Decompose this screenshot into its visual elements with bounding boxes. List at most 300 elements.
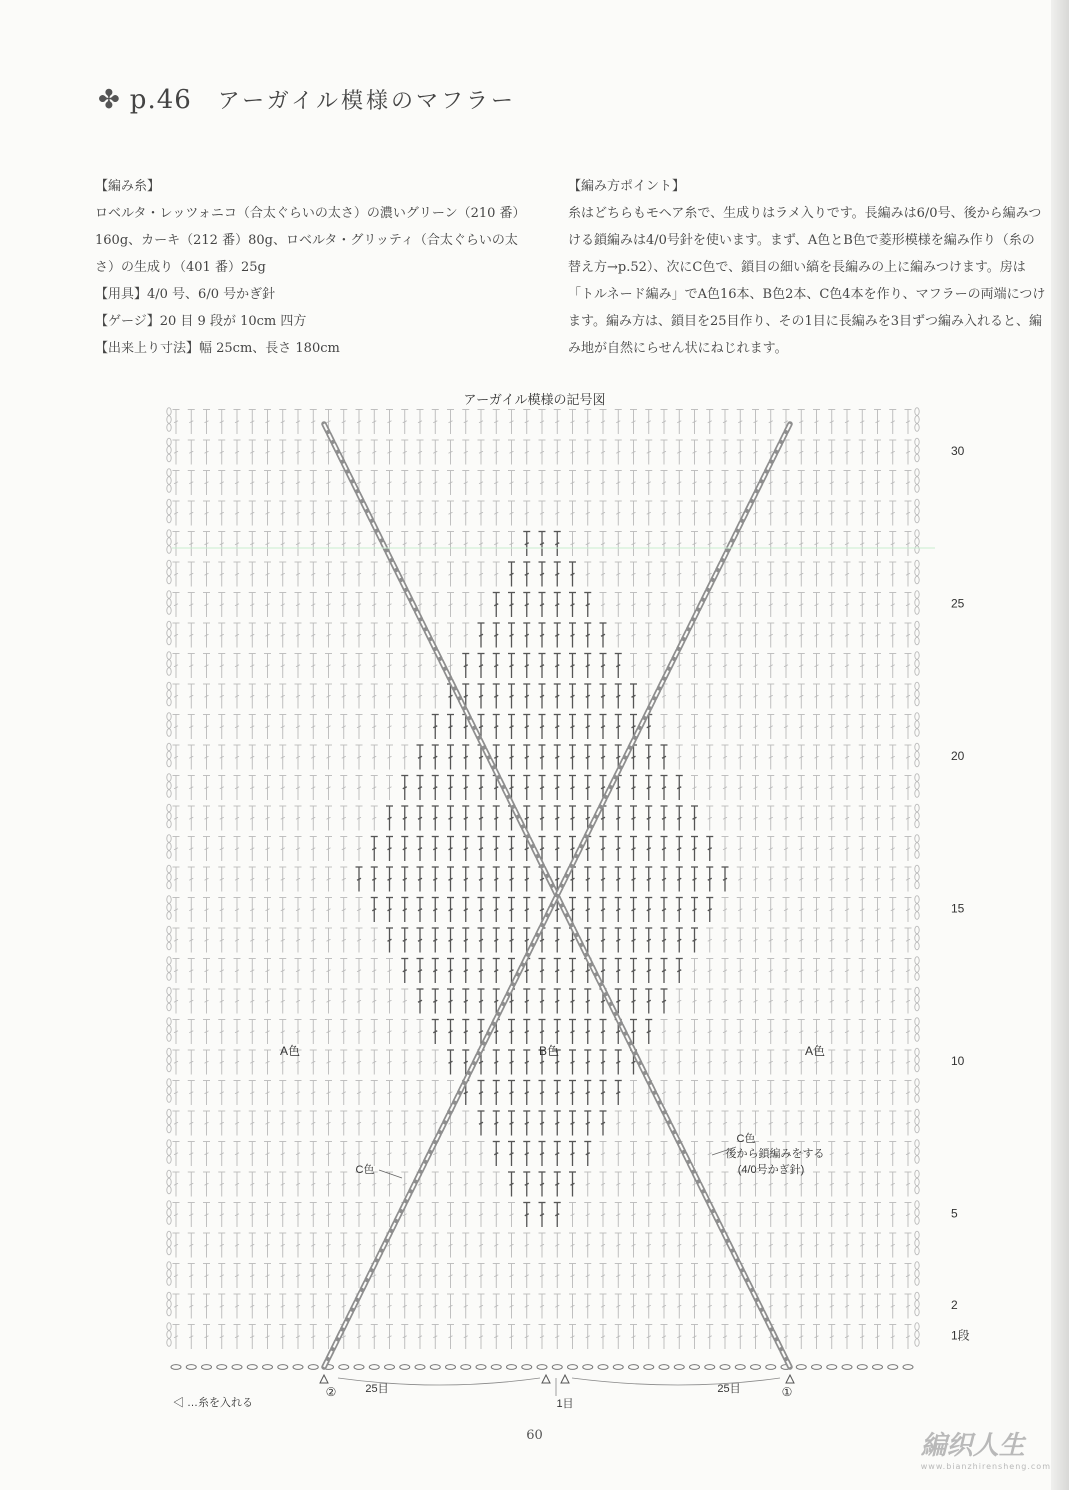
turning-chain-left xyxy=(167,1034,171,1042)
b-stitch xyxy=(401,867,408,892)
a-stitch xyxy=(203,532,210,557)
a-stitch xyxy=(630,1233,637,1258)
turning-chain-left xyxy=(167,1278,171,1286)
a-stitch xyxy=(203,1325,210,1350)
turning-chain-left xyxy=(167,957,171,965)
b-stitch xyxy=(554,1111,561,1136)
a-stitch xyxy=(325,501,332,526)
b-stitch xyxy=(401,837,408,862)
b-stitch xyxy=(523,684,530,709)
a-stitch xyxy=(798,532,805,557)
foundation-chain xyxy=(842,1365,852,1370)
a-stitch xyxy=(905,532,912,557)
a-stitch xyxy=(737,867,744,892)
turning-chain-right xyxy=(915,1117,919,1125)
a-stitch xyxy=(218,1233,225,1258)
a-stitch xyxy=(249,867,256,892)
a-stitch xyxy=(203,867,210,892)
a-stitch xyxy=(523,471,530,496)
a-stitch xyxy=(874,1294,881,1319)
a-stitch xyxy=(386,1111,393,1136)
a-stitch xyxy=(645,1142,652,1167)
a-stitch xyxy=(340,501,347,526)
a-stitch xyxy=(615,1294,622,1319)
a-stitch xyxy=(188,715,195,740)
b-stitch xyxy=(539,623,546,648)
turning-chain-left xyxy=(167,1300,171,1308)
a-stitch xyxy=(249,532,256,557)
a-stitch xyxy=(356,715,363,740)
a-stitch xyxy=(661,501,668,526)
a-stitch xyxy=(310,562,317,587)
a-stitch xyxy=(264,654,271,679)
turning-chain-right xyxy=(915,1300,919,1308)
a-stitch xyxy=(173,1172,180,1197)
a-stitch xyxy=(905,806,912,831)
a-stitch xyxy=(752,898,759,923)
turning-chain-right xyxy=(915,896,919,904)
a-stitch xyxy=(752,776,759,801)
a-stitch xyxy=(218,776,225,801)
turning-chain-right xyxy=(915,690,919,698)
b-stitch xyxy=(447,806,454,831)
a-stitch xyxy=(325,1294,332,1319)
a-stitch xyxy=(828,776,835,801)
a-stitch xyxy=(813,867,820,892)
turning-chain-left xyxy=(167,690,171,698)
foundation-chain xyxy=(674,1365,684,1370)
a-stitch xyxy=(325,1172,332,1197)
yarn-in-marker-left xyxy=(320,1375,328,1383)
a-stitch xyxy=(401,532,408,557)
a-stitch xyxy=(737,654,744,679)
a-stitch xyxy=(203,1233,210,1258)
b-stitch xyxy=(645,989,652,1014)
a-stitch xyxy=(630,654,637,679)
a-stitch xyxy=(844,1294,851,1319)
marker-1: ① xyxy=(781,1385,793,1399)
turning-chain-right xyxy=(915,812,919,820)
a-stitch xyxy=(676,532,683,557)
a-stitch xyxy=(630,410,637,435)
a-stitch xyxy=(295,989,302,1014)
a-stitch xyxy=(249,623,256,648)
a-stitch xyxy=(813,989,820,1014)
a-stitch xyxy=(173,593,180,618)
turning-chain-right xyxy=(915,1056,919,1064)
a-stitch xyxy=(218,1264,225,1289)
a-stitch xyxy=(401,745,408,770)
a-stitch xyxy=(813,928,820,953)
b-stitch xyxy=(539,715,546,740)
a-stitch xyxy=(859,532,866,557)
b-stitch xyxy=(432,745,439,770)
a-stitch xyxy=(859,1142,866,1167)
a-stitch xyxy=(356,440,363,465)
a-stitch xyxy=(722,837,729,862)
a-stitch xyxy=(691,1203,698,1228)
turning-chain-right xyxy=(915,759,919,767)
b-stitch xyxy=(706,898,713,923)
a-stitch xyxy=(844,867,851,892)
a-stitch xyxy=(249,1081,256,1106)
b-stitch xyxy=(584,684,591,709)
a-stitch xyxy=(661,623,668,648)
turning-chain-right xyxy=(915,454,919,462)
turning-chain-left xyxy=(167,591,171,599)
a-stitch xyxy=(691,1142,698,1167)
a-stitch xyxy=(188,440,195,465)
a-stitch xyxy=(432,1325,439,1350)
b-stitch xyxy=(508,1172,515,1197)
b-stitch xyxy=(584,623,591,648)
a-stitch xyxy=(737,1294,744,1319)
a-stitch xyxy=(188,654,195,679)
a-stitch xyxy=(874,471,881,496)
a-stitch xyxy=(386,1142,393,1167)
a-stitch xyxy=(249,745,256,770)
a-stitch xyxy=(264,562,271,587)
turning-chain-right xyxy=(915,1331,919,1339)
b-stitch xyxy=(417,959,424,984)
a-stitch xyxy=(325,1020,332,1045)
a-stitch xyxy=(340,410,347,435)
turning-chain-right xyxy=(915,1170,919,1178)
b-stitch xyxy=(615,1081,622,1106)
turning-chain-left xyxy=(167,560,171,568)
turning-chain-right xyxy=(915,973,919,981)
a-stitch xyxy=(188,410,195,435)
a-stitch xyxy=(310,867,317,892)
a-stitch xyxy=(417,471,424,496)
a-stitch xyxy=(188,989,195,1014)
a-stitch xyxy=(249,776,256,801)
a-stitch xyxy=(752,1020,759,1045)
a-stitch xyxy=(737,1325,744,1350)
foundation-chain xyxy=(186,1365,196,1370)
turning-chain-right xyxy=(915,1201,919,1209)
a-stitch xyxy=(249,1172,256,1197)
a-stitch xyxy=(203,471,210,496)
b-stitch xyxy=(600,1050,607,1075)
a-stitch xyxy=(600,1203,607,1228)
a-stitch xyxy=(249,928,256,953)
a-stitch xyxy=(417,410,424,435)
a-stitch xyxy=(264,684,271,709)
yarn-in-marker-right xyxy=(786,1375,794,1383)
a-stitch xyxy=(234,1020,241,1045)
a-stitch xyxy=(889,471,896,496)
b-stitch xyxy=(508,715,515,740)
turning-chain-right xyxy=(915,820,919,828)
a-stitch xyxy=(417,1111,424,1136)
a-stitch xyxy=(356,562,363,587)
b-stitch xyxy=(569,654,576,679)
a-stitch xyxy=(874,776,881,801)
a-stitch xyxy=(630,1172,637,1197)
a-stitch xyxy=(371,623,378,648)
a-stitch xyxy=(813,1203,820,1228)
a-stitch xyxy=(325,532,332,557)
a-stitch xyxy=(295,1020,302,1045)
a-stitch xyxy=(173,1294,180,1319)
b-stitch xyxy=(493,684,500,709)
b-stitch xyxy=(569,745,576,770)
turning-chain-left xyxy=(167,538,171,546)
a-stitch xyxy=(722,898,729,923)
a-stitch xyxy=(722,989,729,1014)
a-stitch xyxy=(737,471,744,496)
turning-chain-left xyxy=(167,843,171,851)
a-stitch xyxy=(844,745,851,770)
turning-chain-left xyxy=(167,1201,171,1209)
a-stitch xyxy=(203,806,210,831)
watermark-logo xyxy=(921,1425,1051,1471)
a-stitch xyxy=(767,410,774,435)
a-stitch xyxy=(462,1325,469,1350)
a-stitch xyxy=(203,1142,210,1167)
b-stitch xyxy=(706,867,713,892)
a-stitch xyxy=(874,837,881,862)
b-stitch xyxy=(554,959,561,984)
a-stitch xyxy=(249,410,256,435)
a-stitch xyxy=(905,715,912,740)
a-stitch xyxy=(600,1294,607,1319)
a-stitch xyxy=(234,806,241,831)
b-stitch xyxy=(569,989,576,1014)
a-stitch xyxy=(203,1294,210,1319)
a-stitch xyxy=(462,1264,469,1289)
a-stitch xyxy=(722,1172,729,1197)
b-stitch xyxy=(615,867,622,892)
b-stitch xyxy=(508,867,515,892)
a-stitch xyxy=(356,776,363,801)
a-stitch xyxy=(691,532,698,557)
a-stitch xyxy=(325,1111,332,1136)
b-stitch xyxy=(539,1172,546,1197)
a-stitch xyxy=(630,562,637,587)
b-stitch xyxy=(554,623,561,648)
a-stitch xyxy=(569,1203,576,1228)
a-stitch xyxy=(173,1203,180,1228)
a-stitch xyxy=(813,959,820,984)
turning-chain-right xyxy=(915,1095,919,1103)
a-stitch xyxy=(889,593,896,618)
a-stitch xyxy=(905,1142,912,1167)
a-stitch xyxy=(508,1264,515,1289)
a-stitch xyxy=(630,440,637,465)
label-b-center: B色 xyxy=(538,1044,560,1058)
a-stitch xyxy=(905,1325,912,1350)
watermark-text: 編织人生 xyxy=(920,1431,1025,1461)
a-stitch xyxy=(798,684,805,709)
a-stitch xyxy=(417,501,424,526)
turning-chain-right xyxy=(915,599,919,607)
a-stitch xyxy=(234,593,241,618)
a-stitch xyxy=(889,1081,896,1106)
a-stitch xyxy=(371,776,378,801)
b-stitch xyxy=(600,837,607,862)
b-stitch xyxy=(676,867,683,892)
a-stitch xyxy=(218,989,225,1014)
b-stitch xyxy=(539,1142,546,1167)
a-stitch xyxy=(386,1050,393,1075)
a-stitch xyxy=(844,471,851,496)
a-stitch xyxy=(844,623,851,648)
a-stitch xyxy=(447,1294,454,1319)
a-stitch xyxy=(645,1172,652,1197)
b-stitch xyxy=(493,898,500,923)
a-stitch xyxy=(386,410,393,435)
a-stitch xyxy=(386,1325,393,1350)
a-stitch xyxy=(401,1325,408,1350)
b-stitch xyxy=(523,562,530,587)
a-stitch xyxy=(310,471,317,496)
a-stitch xyxy=(432,1050,439,1075)
a-stitch xyxy=(264,837,271,862)
marker-2: ② xyxy=(325,1385,337,1399)
a-stitch xyxy=(722,684,729,709)
b-stitch xyxy=(523,654,530,679)
a-stitch xyxy=(828,745,835,770)
a-stitch xyxy=(447,471,454,496)
b-stitch xyxy=(645,867,652,892)
a-stitch xyxy=(737,593,744,618)
a-stitch xyxy=(752,593,759,618)
turning-chain-left xyxy=(167,1270,171,1278)
a-stitch xyxy=(676,593,683,618)
a-stitch xyxy=(310,837,317,862)
b-stitch xyxy=(508,1111,515,1136)
turning-chain-right xyxy=(915,790,919,798)
a-stitch xyxy=(889,532,896,557)
a-stitch xyxy=(234,989,241,1014)
a-stitch xyxy=(173,989,180,1014)
turning-chain-left xyxy=(167,873,171,881)
a-stitch xyxy=(478,501,485,526)
turning-chain-right xyxy=(915,568,919,576)
a-stitch xyxy=(905,1020,912,1045)
foundation-chain xyxy=(415,1365,425,1370)
a-stitch xyxy=(798,928,805,953)
b-stitch xyxy=(554,715,561,740)
turning-chain-left xyxy=(167,576,171,584)
a-stitch xyxy=(630,532,637,557)
b-stitch xyxy=(432,806,439,831)
a-stitch xyxy=(173,1142,180,1167)
a-stitch xyxy=(661,715,668,740)
b-stitch xyxy=(676,837,683,862)
a-stitch xyxy=(783,745,790,770)
a-stitch xyxy=(279,1081,286,1106)
a-stitch xyxy=(752,1081,759,1106)
a-stitch xyxy=(676,684,683,709)
turning-chain-left xyxy=(167,987,171,995)
b-stitch xyxy=(432,959,439,984)
b-stitch xyxy=(584,1142,591,1167)
b-stitch xyxy=(462,776,469,801)
a-stitch xyxy=(325,867,332,892)
a-stitch xyxy=(417,532,424,557)
a-stitch xyxy=(722,776,729,801)
b-stitch xyxy=(539,776,546,801)
a-stitch xyxy=(874,1233,881,1258)
a-stitch xyxy=(722,623,729,648)
a-stitch xyxy=(828,1294,835,1319)
a-stitch xyxy=(218,1294,225,1319)
a-stitch xyxy=(432,562,439,587)
a-stitch xyxy=(889,928,896,953)
a-stitch xyxy=(386,1020,393,1045)
c-note-line2: 後から鎖編みをする xyxy=(725,1148,825,1160)
a-stitch xyxy=(905,837,912,862)
b-stitch xyxy=(539,1111,546,1136)
a-stitch xyxy=(859,1203,866,1228)
b-stitch xyxy=(584,715,591,740)
a-stitch xyxy=(554,1325,561,1350)
a-stitch xyxy=(569,532,576,557)
a-stitch xyxy=(340,989,347,1014)
a-stitch xyxy=(661,471,668,496)
turning-chain-left xyxy=(167,607,171,615)
a-stitch xyxy=(859,1233,866,1258)
a-stitch xyxy=(218,684,225,709)
a-stitch xyxy=(691,1081,698,1106)
b-stitch xyxy=(630,867,637,892)
a-stitch xyxy=(218,715,225,740)
a-stitch xyxy=(554,1264,561,1289)
a-stitch xyxy=(203,440,210,465)
a-stitch xyxy=(706,410,713,435)
b-stitch xyxy=(539,989,546,1014)
b-stitch xyxy=(554,1020,561,1045)
a-stitch xyxy=(264,1020,271,1045)
turning-chain-right xyxy=(915,1156,919,1164)
a-stitch xyxy=(798,806,805,831)
b-stitch xyxy=(432,1020,439,1045)
a-stitch xyxy=(234,1294,241,1319)
b-stitch xyxy=(371,898,378,923)
a-stitch xyxy=(325,1050,332,1075)
a-stitch xyxy=(523,440,530,465)
a-stitch xyxy=(356,1264,363,1289)
b-stitch xyxy=(462,745,469,770)
a-stitch xyxy=(645,562,652,587)
a-stitch xyxy=(798,1325,805,1350)
b-stitch xyxy=(539,1081,546,1106)
a-stitch xyxy=(844,654,851,679)
a-stitch xyxy=(554,1233,561,1258)
b-stitch xyxy=(569,1050,576,1075)
turning-chain-right xyxy=(915,1231,919,1239)
turning-chain-right xyxy=(915,1339,919,1347)
a-stitch xyxy=(752,623,759,648)
a-stitch xyxy=(218,898,225,923)
turning-chain-left xyxy=(167,652,171,660)
a-stitch xyxy=(844,959,851,984)
b-stitch xyxy=(661,806,668,831)
a-stitch xyxy=(691,1294,698,1319)
a-stitch xyxy=(676,1172,683,1197)
b-stitch xyxy=(691,867,698,892)
a-stitch xyxy=(706,1142,713,1167)
a-stitch xyxy=(798,715,805,740)
a-stitch xyxy=(264,501,271,526)
a-stitch xyxy=(783,1050,790,1075)
b-stitch xyxy=(554,562,561,587)
a-stitch xyxy=(188,1020,195,1045)
a-stitch xyxy=(234,1233,241,1258)
